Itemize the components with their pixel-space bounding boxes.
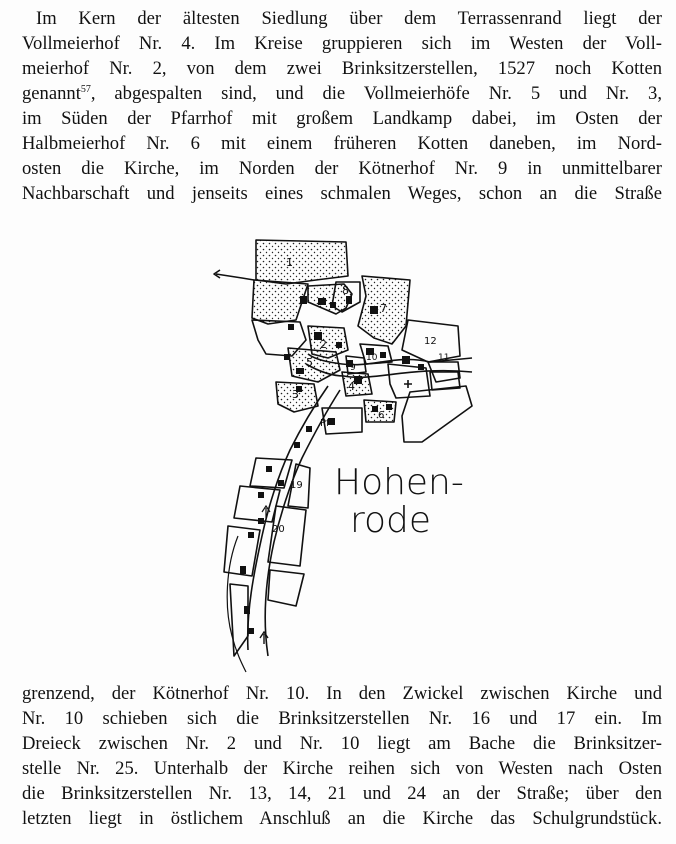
map-label: 2 bbox=[320, 338, 327, 351]
village-map bbox=[196, 236, 478, 676]
map-label: 12 bbox=[424, 336, 437, 347]
church-cross-icon bbox=[404, 380, 412, 388]
paragraph-bottom bbox=[22, 681, 662, 831]
map-label: 3 bbox=[292, 388, 299, 401]
text-line: meierhof Nr. 2, von dem zwei Brinksitzerstellen, 1527 noch Kotten bbox=[22, 58, 662, 79]
map-label: 19 bbox=[290, 480, 303, 491]
footnote-ref: 57 bbox=[80, 83, 91, 95]
map-label: Pf bbox=[320, 418, 330, 429]
plot-s1 bbox=[250, 458, 292, 488]
plot-5 bbox=[288, 348, 340, 382]
map-label: 1 bbox=[286, 256, 293, 269]
map-label: 7 bbox=[380, 302, 387, 315]
map-label: 20 bbox=[272, 524, 285, 535]
text-line: die Brinksitzerstellen Nr. 13, 14, 21 und 24 an der Straße; über den bbox=[22, 783, 662, 804]
road-west bbox=[216, 274, 254, 280]
map-label: 10 bbox=[366, 353, 378, 363]
text-fragment: , abgespalten sind, und die Vollmeierhöfe Nr. 5 und Nr. 3, bbox=[90, 83, 662, 104]
map-label: 8 bbox=[342, 284, 349, 297]
text-line: stelle Nr. 25. Unterhalb der Kirche reihen sich von Westen nach Osten bbox=[22, 758, 662, 779]
map-label: 4 bbox=[348, 380, 355, 393]
text-line-with-footnote bbox=[22, 81, 662, 106]
place-name-line2: rode bbox=[350, 500, 432, 541]
street-south-edge bbox=[265, 390, 340, 656]
text-line: osten die Kirche, im Norden der Kötnerhof Nr. 9 in unmittelbarer bbox=[22, 158, 662, 179]
text-line: Nr. 10 schieben sich die Brinksitzerstellen Nr. 16 und 17 ein. Im bbox=[22, 708, 662, 729]
text-fragment: genannt bbox=[22, 83, 81, 104]
field-east bbox=[402, 386, 472, 442]
village-map-figure bbox=[196, 236, 478, 676]
place-name-line1: Hohen- bbox=[334, 462, 464, 503]
text-line: Halbmeierhof Nr. 6 mit einem früheren Kotten daneben, im Nord- bbox=[22, 133, 662, 154]
text-line: im Süden der Pfarrhof mit großem Landkamp dabei, im Osten der bbox=[22, 108, 662, 129]
text-line: Nachbarschaft und jenseits eines schmalen Weges, schon an die Straße bbox=[22, 183, 662, 204]
text-line: grenzend, der Kötnerhof Nr. 10. In den Zwickel zwischen Kirche und bbox=[22, 683, 662, 704]
text-line: Vollmeierhof Nr. 4. Im Kreise gruppieren sich im Westen der Voll- bbox=[22, 33, 662, 54]
paragraph-top bbox=[22, 6, 662, 206]
map-label: 6 bbox=[378, 410, 385, 421]
field-1b bbox=[252, 280, 308, 324]
river bbox=[227, 536, 246, 672]
plot-s5 bbox=[230, 584, 248, 656]
map-label: 11 bbox=[438, 353, 450, 363]
text-line: Dreieck zwischen Nr. 2 und Nr. 10 liegt am Bache die Brinksitzer- bbox=[22, 733, 662, 754]
text-line: letzten liegt in östlichem Anschluß an die Kirche das Schulgrundstück. bbox=[22, 808, 662, 829]
map-label: 9 bbox=[350, 363, 356, 373]
text-line: Im Kern der ältesten Siedlung über dem Terrassenrand liegt der bbox=[36, 8, 662, 29]
field-1 bbox=[256, 240, 348, 284]
map-label: 5 bbox=[306, 356, 313, 369]
plot-s4 bbox=[268, 570, 304, 606]
